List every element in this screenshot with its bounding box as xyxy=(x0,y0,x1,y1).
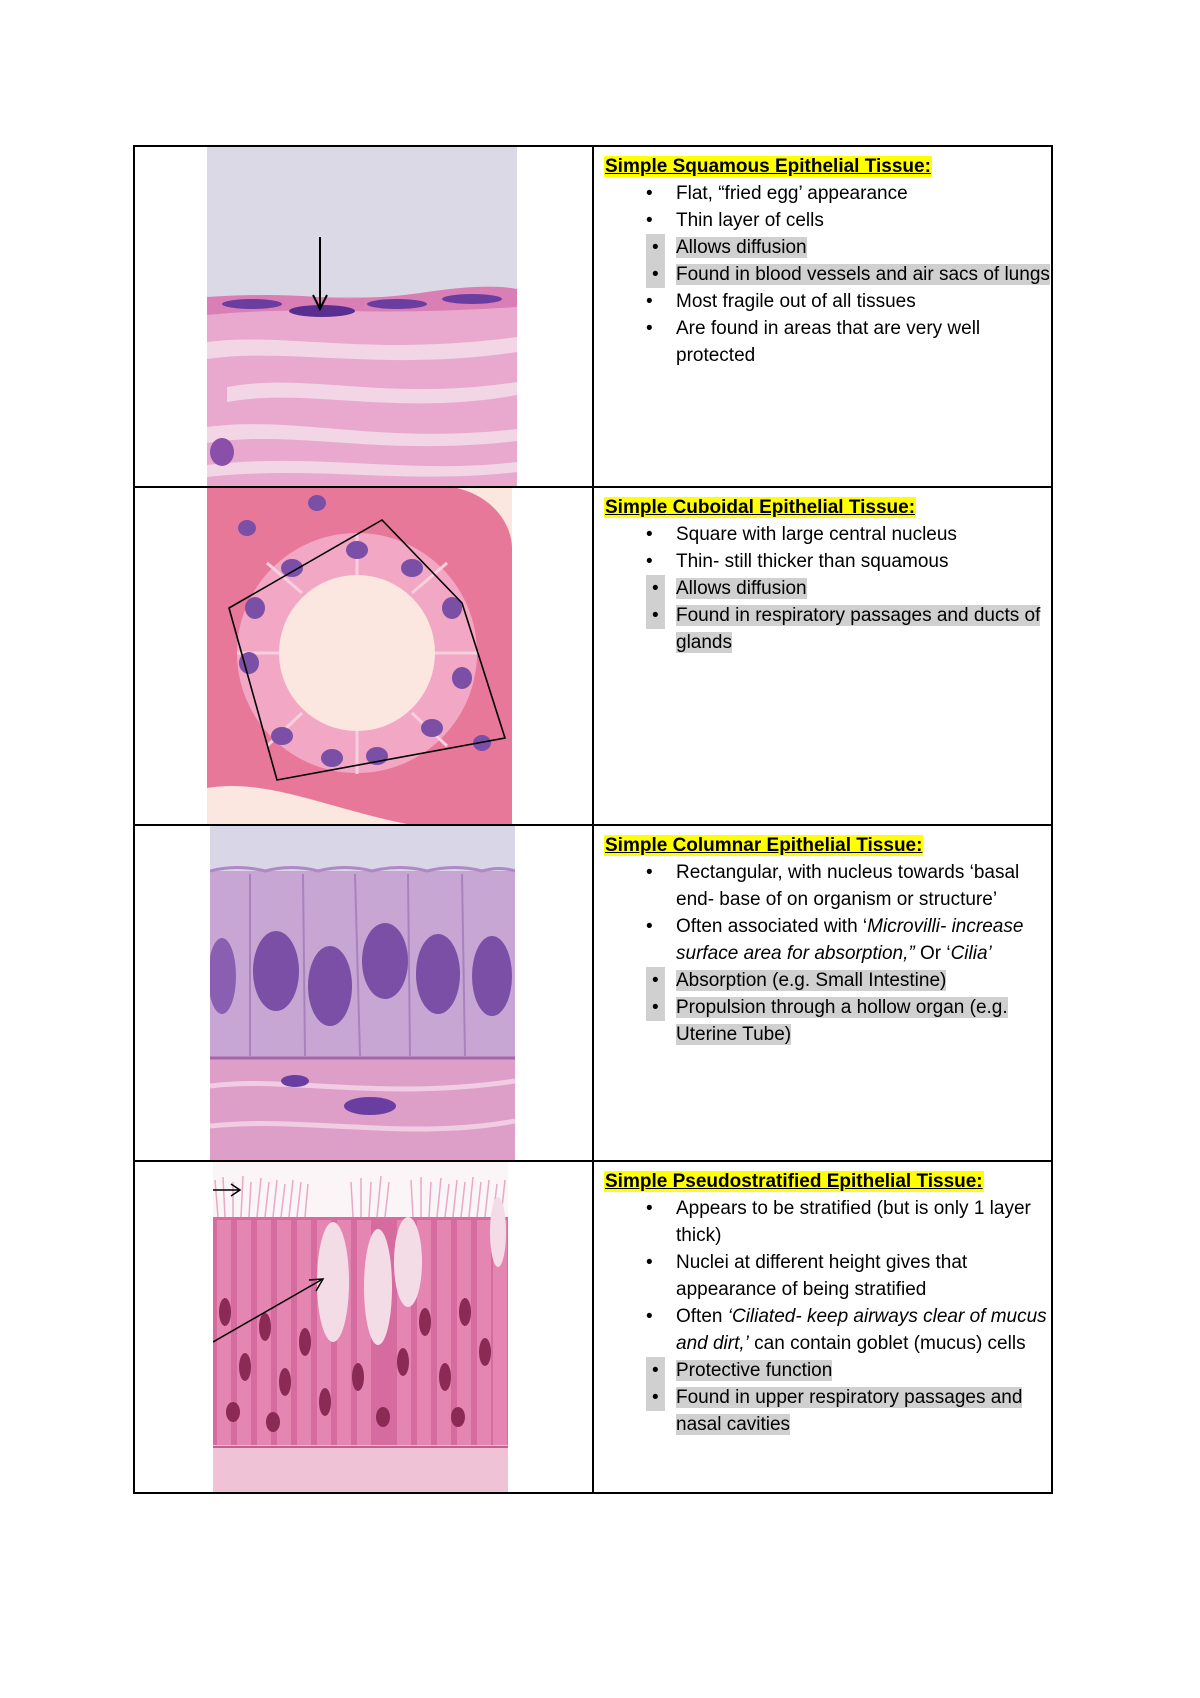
bullet-icon: • xyxy=(646,210,653,231)
squamous-heading: Simple Squamous Epithelial Tissue: xyxy=(605,156,931,177)
bullet-icon: • xyxy=(646,261,665,288)
bullet-icon: • xyxy=(646,1306,653,1327)
list-item: • Often ‘Ciliated- keep airways clear of mucus and dirt,’ can contain goblet (mucus) cells xyxy=(604,1303,1051,1357)
bullet-icon: • xyxy=(646,602,665,629)
bullet-icon: • xyxy=(646,916,653,937)
bullet-icon: • xyxy=(646,1198,653,1219)
cuboidal-image-cell xyxy=(134,487,593,825)
cuboidal-text-cell xyxy=(593,487,1052,825)
squamous-image-cell xyxy=(134,146,593,487)
bullet-icon: • xyxy=(646,291,653,312)
bullet-icon: • xyxy=(646,1384,665,1411)
squamous-micrograph xyxy=(207,147,517,486)
list-item: • Square with large central nucleus xyxy=(604,521,1051,548)
columnar-text-cell xyxy=(593,825,1052,1161)
pseudostratified-micrograph xyxy=(213,1162,508,1492)
bullet-icon: • xyxy=(646,967,665,994)
squamous-bullet-list xyxy=(604,180,1051,369)
pseudostratified-image-cell xyxy=(134,1161,593,1493)
bullet-icon: • xyxy=(646,318,653,339)
bullet-icon: • xyxy=(646,183,653,204)
list-item: • Are found in areas that are very well protected xyxy=(604,315,1051,369)
list-item: • Allows diffusion xyxy=(604,575,1051,602)
list-item: • Absorption (e.g. Small Intestine) xyxy=(604,967,1051,994)
columnar-heading: Simple Columnar Epithelial Tissue: xyxy=(605,835,923,856)
columnar-micrograph xyxy=(210,826,515,1160)
table-row-columnar xyxy=(134,825,1052,1161)
columnar-image-cell xyxy=(134,825,593,1161)
list-item: • Rectangular, with nucleus towards ‘basal end- base of on organism or structure’ xyxy=(604,859,1051,913)
list-item: • Most fragile out of all tissues xyxy=(604,288,1051,315)
bullet-icon: • xyxy=(646,575,665,602)
epithelial-tissue-table xyxy=(133,145,1053,1494)
list-item: • Propulsion through a hollow organ (e.g. Uterine Tube) xyxy=(604,994,1051,1048)
cuboidal-heading: Simple Cuboidal Epithelial Tissue: xyxy=(605,497,916,518)
columnar-bullet-list xyxy=(604,859,1051,1048)
cuboidal-bullet-list xyxy=(604,521,1051,656)
list-item: • Often associated with ‘Microvilli- increase surface area for absorption,” Or ‘Cilia’ xyxy=(604,913,1051,967)
bullet-icon: • xyxy=(646,234,665,261)
list-item: • Nuclei at different height gives that appearance of being stratified xyxy=(604,1249,1051,1303)
bullet-icon: • xyxy=(646,551,653,572)
cuboidal-micrograph xyxy=(207,488,512,824)
bullet-icon: • xyxy=(646,1357,665,1384)
list-item: • Found in upper respiratory passages and nasal cavities xyxy=(604,1384,1051,1438)
list-item: • Thin- still thicker than squamous xyxy=(604,548,1051,575)
bullet-icon: • xyxy=(646,524,653,545)
bullet-icon: • xyxy=(646,1252,653,1273)
bullet-icon: • xyxy=(646,862,653,883)
pseudostratified-heading: Simple Pseudostratified Epithelial Tissue: xyxy=(605,1171,983,1192)
list-item: • Found in respiratory passages and ducts of glands xyxy=(604,602,1051,656)
list-item: • Protective function xyxy=(604,1357,1051,1384)
list-item: • Allows diffusion xyxy=(604,234,1051,261)
bullet-icon: • xyxy=(646,994,665,1021)
list-item: • Flat, “fried egg’ appearance xyxy=(604,180,1051,207)
list-item: • Thin layer of cells xyxy=(604,207,1051,234)
pseudostratified-bullet-list xyxy=(604,1195,1051,1438)
table-row-squamous xyxy=(134,146,1052,487)
pseudostratified-text-cell xyxy=(593,1161,1052,1493)
table-row-pseudostratified xyxy=(134,1161,1052,1493)
table-row-cuboidal xyxy=(134,487,1052,825)
list-item: • Found in blood vessels and air sacs of lungs xyxy=(604,261,1051,288)
list-item: • Appears to be stratified (but is only 1 layer thick) xyxy=(604,1195,1051,1249)
squamous-text-cell xyxy=(593,146,1052,487)
